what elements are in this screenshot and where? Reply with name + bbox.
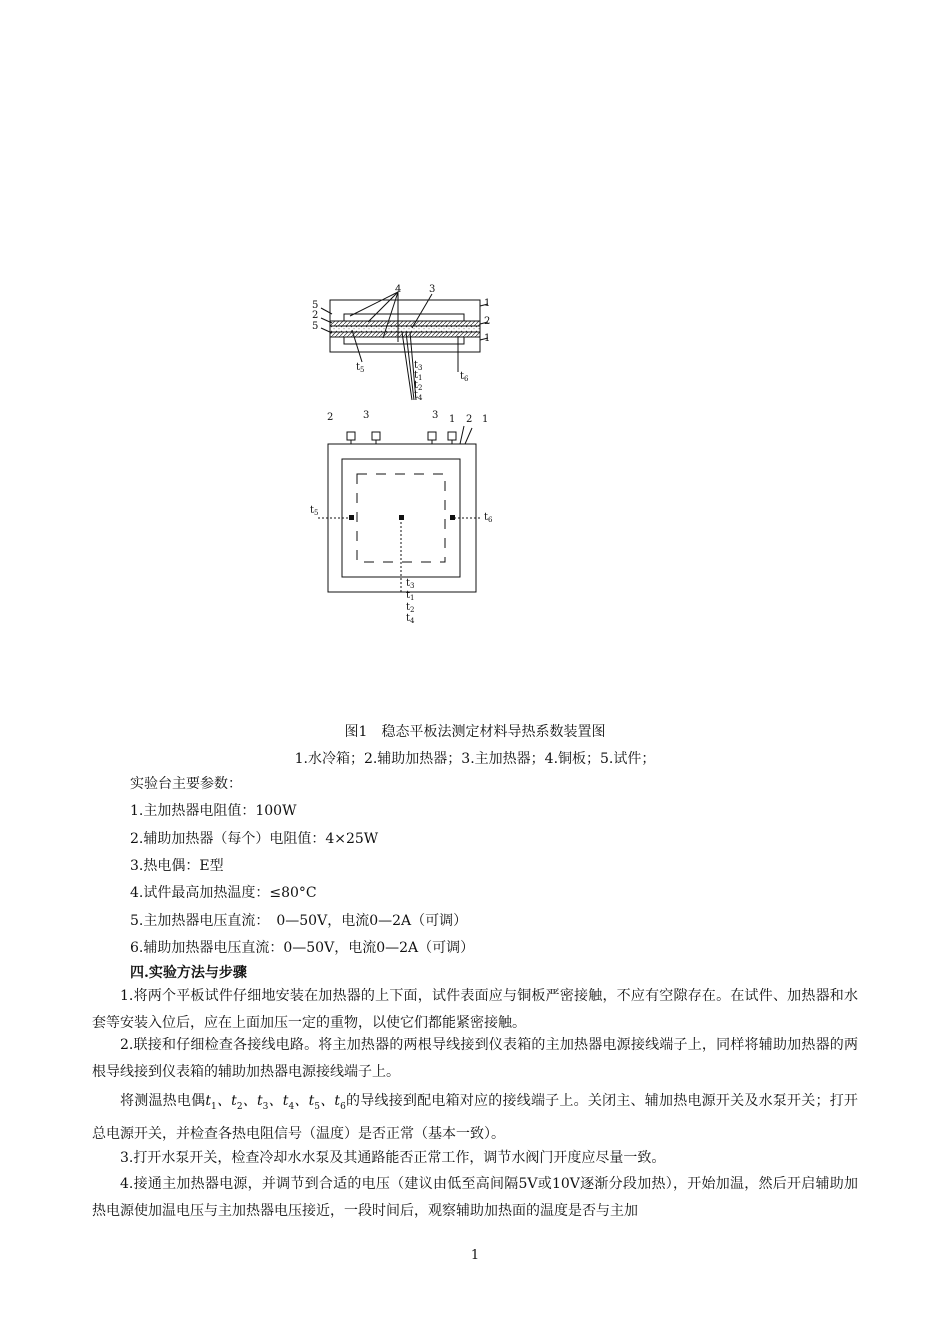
param-item: 2.辅助加热器（每个）电阻值：4×25W	[130, 831, 379, 847]
section-heading: 四.实验方法与步骤	[130, 965, 247, 981]
params-heading: 实验台主要参数：	[130, 776, 242, 792]
label-1a: 1	[484, 298, 491, 309]
upper-specimen	[330, 321, 480, 326]
label-2a: 2	[312, 310, 319, 321]
label-t3: $t_3$	[414, 360, 423, 372]
thermocouple-text-post: 的导线接到配电箱对应的接线端子上。关闭主、辅加热电源开关及水泵开关；打开总电源开关，并检查各热电阻信号（温度）是否正常（基本一致）。	[92, 1093, 858, 1142]
label-3: 3	[429, 284, 436, 295]
plan-view	[318, 426, 482, 594]
label-2b: 2	[484, 316, 491, 327]
t-symbols: $t_1$、$t_2$、$t_3$、$t_4$、$t_5$、$t_6$	[205, 1093, 346, 1112]
param-item: 6.辅助加热器电压直流：0—50V，电流0—2A（可调）	[130, 940, 475, 956]
label-t4: $t_4$	[414, 390, 423, 402]
param-item: 4.试件最高加热温度：≤80°C	[130, 885, 317, 901]
label-t5: $t_5$	[356, 362, 365, 374]
label-4: 4	[395, 284, 402, 295]
plan-t4: $t_4$	[406, 613, 415, 625]
figure-caption: 图1 稳态平板法测定材料导热系数装置图	[344, 724, 606, 740]
plan-t3: $t_3$	[406, 578, 415, 590]
plan-label-2b: 2	[466, 414, 473, 425]
step-1-paragraph: 1.将两个平板试件仔细地安装在加热器的上下面，试件表面应与铜板严密接触，不应有空隙存在。在试件、加热器和水套等安装入位后，应在上面加压一定的重物，以使它们都能紧密接触。	[92, 988, 858, 1031]
plan-t1: $t_1$	[406, 590, 415, 602]
plan-t6: $t_6$	[484, 512, 493, 524]
plan-label-1b: 1	[482, 414, 489, 425]
thermocouple-points	[349, 515, 455, 520]
page-number: 1	[470, 1248, 480, 1263]
label-1b: 1	[484, 333, 491, 344]
step-2-paragraph: 2.联接和仔细检查各接线电路。将主加热器的两根导线接到仪表箱的主加热器电源接线端子上，同样将辅助加热器的两根导线接到仪表箱的辅助加热器电源接线端子上。	[92, 1037, 858, 1080]
step-3-paragraph: 3.打开水泵开关，检查冷却水水泵及其通路能否正常工作，调节水阀门开度应尽量一致。	[120, 1150, 666, 1166]
plan-label-3a: 3	[363, 410, 370, 421]
step-4-paragraph: 4.接通主加热器电源，并调节到合适的电压（建议由低至高间隔5V或10V逐渐分段加热），开始加温，然后开启辅助加热电源使加温电压与主加热器电压接近，一段时间后，观察辅助加热面的温度是否与主加	[92, 1176, 858, 1219]
upper-copper-plate	[344, 314, 464, 321]
section-view	[321, 292, 491, 400]
plan-t5: $t_5$	[310, 505, 319, 517]
thermocouple-text-pre: 将测温热电偶	[120, 1093, 206, 1109]
label-t2: $t_2$	[414, 380, 423, 392]
param-item: 5.主加热器电压直流： 0—50V，电流0—2A（可调）	[130, 913, 468, 929]
label-t1: $t_1$	[414, 370, 423, 382]
label-5a: 5	[312, 300, 319, 311]
param-item: 1.主加热器电阻值：100W	[130, 803, 297, 819]
plan-label-2: 2	[327, 412, 334, 423]
label-5b: 5	[312, 321, 319, 332]
figure-legend: 1.水冷箱；2.辅助加热器；3.主加热器；4.铜板；5.试件；	[294, 751, 656, 767]
plan-t2: $t_2$	[406, 602, 415, 614]
plan-label-3b: 3	[432, 410, 439, 421]
thermocouple-paragraph	[92, 1088, 858, 1148]
param-item: 3.热电偶：E型	[130, 858, 224, 874]
label-t6: $t_6$	[460, 371, 469, 383]
plan-label-1a: 1	[449, 414, 456, 425]
